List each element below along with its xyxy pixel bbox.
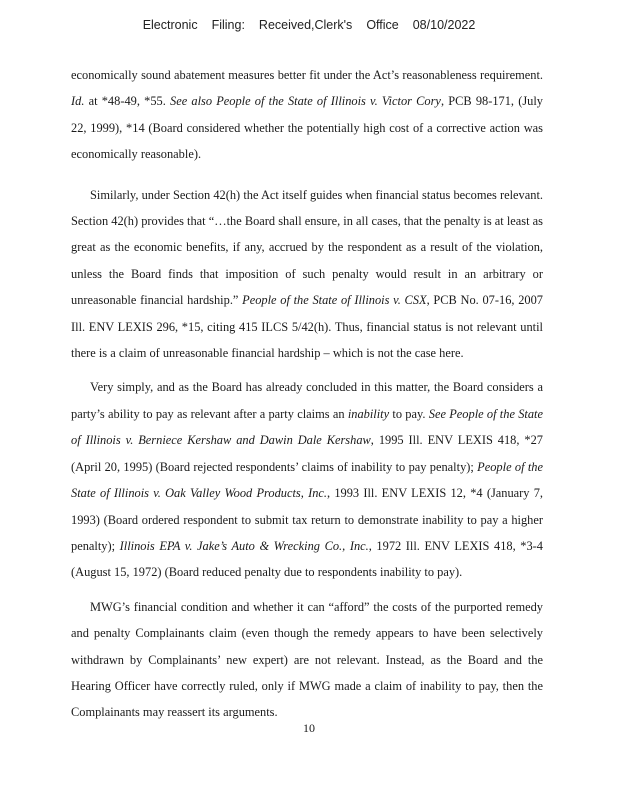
p1-citation-id: Id.: [71, 94, 85, 109]
p4-text-1: MWG’s financial condition and whether it can “afford” the costs of the purported remedy and penalty Complainants claim (even though the remedy appears to have been selectively withdrawn by Complainants’ new expert) are not relevant. Instead, as the Board and the Hearing Officer have correctly ruled, only if MWG made a claim of inability to pay, then the Complainants may reassert its arguments.: [71, 599, 543, 720]
stamp-electronic: Electronic: [142, 18, 198, 32]
stamp-received: Received,Clerk's: [258, 18, 353, 32]
p1-text-2: at *48-49, *55.: [84, 94, 170, 109]
page-number: 10: [303, 721, 315, 735]
paragraph-4: [71, 594, 543, 726]
p3-text-4: , 1993 Ill. ENV LEXIS 12, *4 (January 7, 1993) (Board ordered respondent to submit tax return to demonstrate inability to pay a higher penalty);: [71, 486, 543, 553]
p3-case-name-jakes-auto: Illinois EPA v. Jake’s Auto & Wrecking Co., Inc.: [119, 538, 369, 553]
p3-text-1: Very simply, and as the Board has already concluded in this matter, the Board considers a party’s ability to pay as relevant after a party claims an: [71, 380, 543, 421]
p3-case-name-oak-valley: People of the State of Illinois v. Oak Valley Wood Products, Inc.: [71, 459, 544, 501]
p2-text-1: Similarly, under Section 42(h) the Act itself guides when financial status becomes relevant. Section 42(h) provides that “…the Board shall ensure, in all cases, that the penalty is at least as great as the economic benefits, if any, accrued by the respondent as a result of the violation, unless the Board finds that imposition of such penalty would result in an arbitrary or unreasonable financial hardship.”: [71, 187, 543, 308]
p3-text-5: , 1972 Ill. ENV LEXIS 418, *3-4 (August 15, 1972) (Board reduced penalty due to respondents inability to pay).: [71, 538, 543, 580]
p1-text-1: economically sound abatement measures better fit under the Act’s reasonableness requirement.: [71, 68, 543, 82]
stamp-filing: Filing:: [211, 18, 245, 32]
electronic-filing-stamp: [0, 18, 618, 32]
paragraph-1: [71, 62, 543, 168]
paragraph-2: [71, 182, 543, 367]
stamp-office: Office: [366, 18, 399, 32]
p3-text-2: to pay.: [389, 406, 429, 421]
p3-emphasis-inability: inability: [347, 406, 390, 421]
p1-case-name-cory: See also People of the State of Illinois v. Victor Cory: [170, 94, 441, 109]
p3-case-name-kershaw: See People of the State of Illinois v. Berniece Kershaw and Dawin Dale Kershaw: [71, 406, 543, 448]
p1-text-3: , PCB 98-171, (July 22, 1999), *14 (Board considered whether the potentially high cost of a corrective action was economically reasonable).: [71, 94, 543, 162]
document-body: [71, 62, 543, 734]
p2-text-2: , PCB No. 07-16, 2007 Ill. ENV LEXIS 296, *15, citing 415 ILCS 5/42(h). Thus, financial status is not relevant until there is a claim of unreasonable financial hardship – which is not the case here.: [71, 293, 543, 361]
p2-case-name-csx: People of the State of Illinois v. CSX: [242, 293, 427, 308]
stamp-date: 08/10/2022: [412, 18, 476, 32]
p3-text-3: , 1995 Ill. ENV LEXIS 418, *27 (April 20, 1995) (Board rejected respondents’ claims of inability to pay penalty);: [71, 433, 543, 474]
paragraph-3: [71, 374, 543, 585]
